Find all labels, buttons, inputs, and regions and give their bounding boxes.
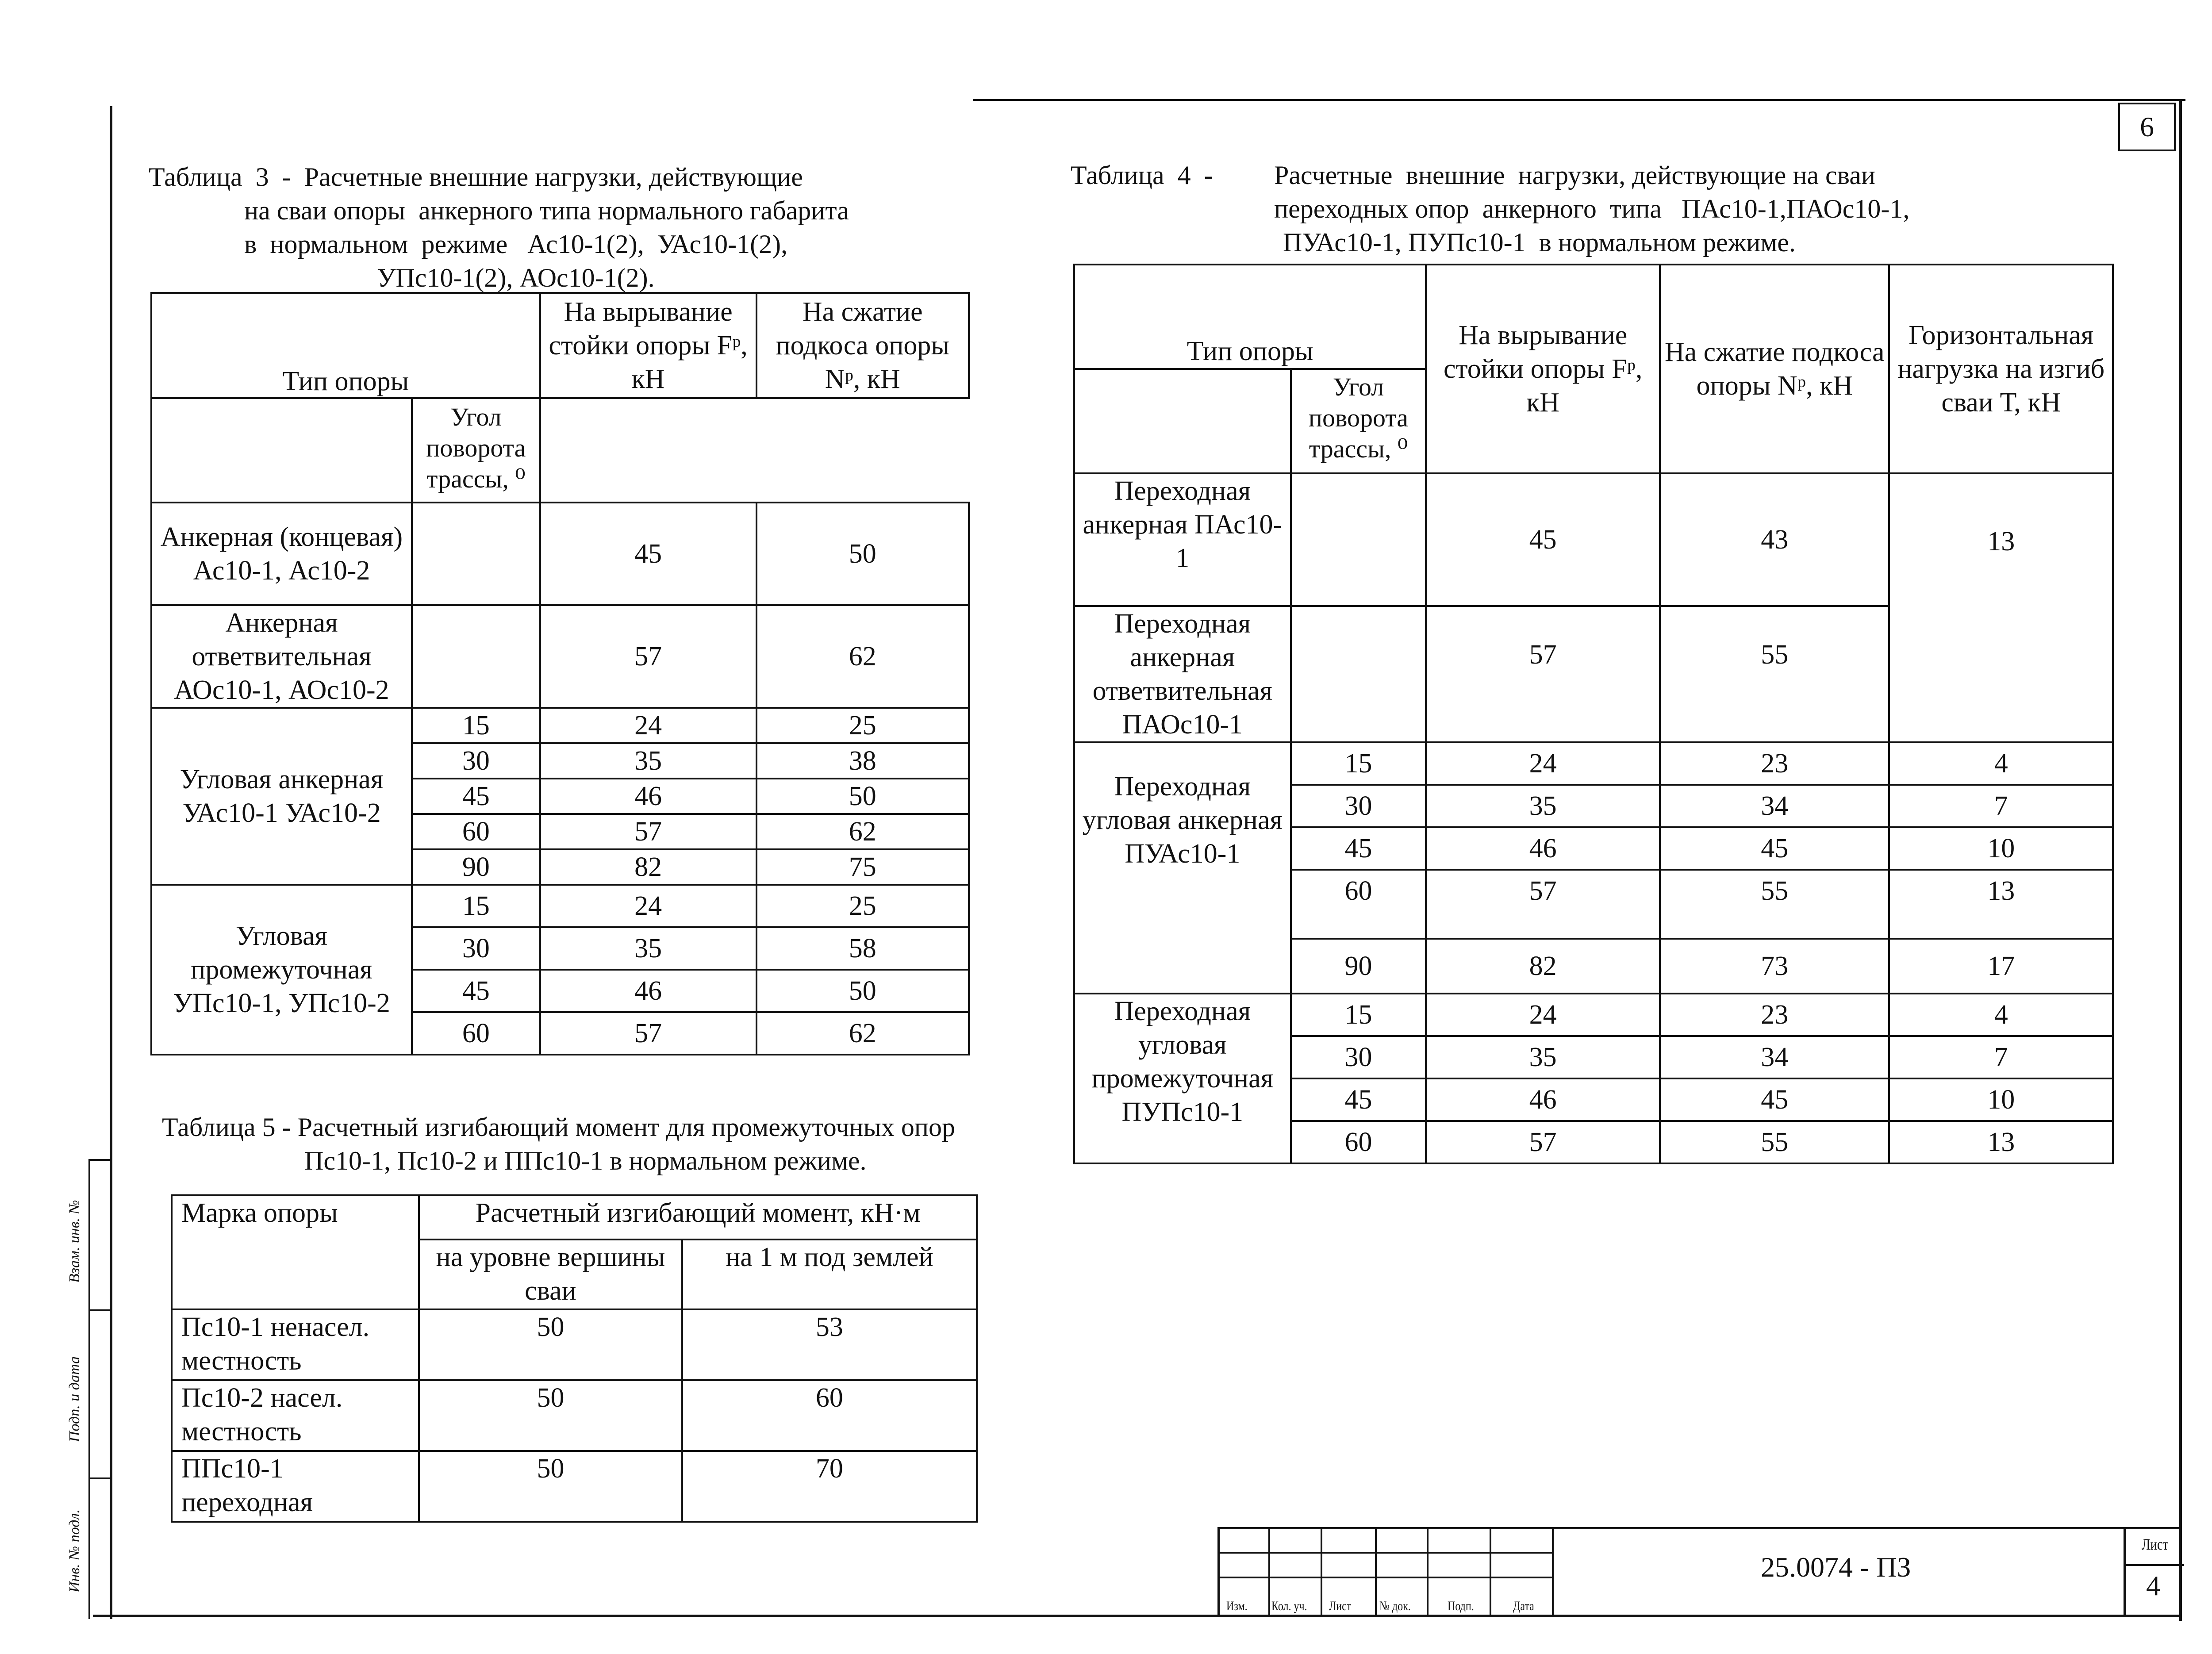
table4-cell: 24 — [1426, 742, 1660, 785]
table5-header-top: на уровне вершины сваи — [419, 1240, 682, 1309]
stamp-label-list: Лист — [1329, 1599, 1352, 1613]
frame-right-line — [2179, 99, 2182, 1621]
table4-cell: 35 — [1426, 1036, 1660, 1078]
stamp-doc-code: 25.0074 - ПЗ — [1761, 1551, 1911, 1583]
table4-group-3-name: Переходная угловая анкерная ПУАс10-1 — [1074, 742, 1291, 994]
table4-cell: 23 — [1660, 742, 1889, 785]
table3-cell: 50 — [757, 970, 969, 1012]
table3-cell: 57 — [540, 1012, 757, 1055]
table3-cell: 50 — [757, 779, 969, 814]
table4-cell: 60 — [1291, 870, 1426, 939]
table3-cell: 82 — [540, 849, 757, 885]
table4-header-horiz: Горизонтальная нагрузка на изгиб сваи Т, кН — [1889, 265, 2113, 473]
table3-cell: 25 — [757, 708, 969, 743]
table4-caption-line1: Расчетные внешние нагрузки, действующие на сваи — [1274, 161, 1875, 190]
table5-cell: 53 — [682, 1309, 977, 1380]
table4-cell: 15 — [1291, 742, 1426, 785]
table4-cell: 24 — [1426, 994, 1660, 1036]
table5 — [171, 1194, 978, 1523]
table3-cell: 62 — [757, 605, 969, 708]
table4-caption-line2: переходных опор анкерного типа ПАс10-1,ПАОс10-1, — [1274, 194, 1910, 223]
table4-cell: 35 — [1426, 785, 1660, 827]
table3-cell — [412, 503, 540, 605]
table3-cell: 46 — [540, 970, 757, 1012]
sidebar-tick-2 — [88, 1309, 110, 1311]
table3-cell: 45 — [412, 970, 540, 1012]
table3-cell: 62 — [757, 814, 969, 849]
table3-cell: 38 — [757, 743, 969, 779]
table4-cell: 57 — [1426, 1121, 1660, 1163]
table3 — [150, 292, 970, 1055]
sidebar-tick-1 — [88, 1159, 110, 1161]
table3-caption-line1: Таблица 3 - Расчетные внешние нагрузки, действующие — [149, 162, 803, 192]
table4-cell: 30 — [1291, 1036, 1426, 1078]
stamp-label-kol: Кол. уч. — [1271, 1599, 1307, 1613]
table3-group-2-name: Анкерная ответвительная АОс10-1, АОс10-2 — [151, 605, 412, 708]
table4-group-4-name: Переходная угловая промежуточная ПУПс10-1 — [1074, 994, 1291, 1163]
table3-group-1-name: Анкерная (концевая) Ас10-1, Ас10-2 — [151, 503, 412, 605]
table4-cell: 55 — [1660, 606, 1889, 742]
table3-cell: 62 — [757, 1012, 969, 1055]
table5-row-1-mark: Пс10-1 ненасел. местность — [172, 1309, 419, 1380]
table4-cell: 46 — [1426, 1078, 1660, 1121]
table4-cell: 57 — [1426, 606, 1660, 742]
table3-cell: 24 — [540, 708, 757, 743]
table3-header-angle: Угол поворота трассы, ⁰ — [412, 398, 540, 503]
table5-caption-line1: Таблица 5 - Расчетный изгибающий момент для промежуточных опор — [162, 1113, 955, 1142]
sidebar-inv-orig: Инв. № подл. — [66, 1509, 83, 1593]
table4-cell: 15 — [1291, 994, 1426, 1036]
table3-cell: 90 — [412, 849, 540, 885]
table3-cell: 57 — [540, 605, 757, 708]
table3-cell: 24 — [540, 885, 757, 927]
table3-header-press: На сжатие подкоса опоры Nᵖ, кН — [757, 293, 969, 398]
sidebar-tick-3 — [88, 1477, 110, 1479]
table5-header-mark: Марка опоры — [172, 1195, 419, 1309]
table3-cell: 57 — [540, 814, 757, 849]
table5-row-3-mark: ППс10-1 переходная — [172, 1451, 419, 1522]
table4-cell: 46 — [1426, 827, 1660, 870]
table3-cell: 75 — [757, 849, 969, 885]
table4-caption-label: Таблица 4 - — [1071, 161, 1213, 190]
table3-header-empty — [151, 398, 412, 503]
table3-caption-line2: на сваи опоры анкерного типа нормального габарита — [244, 196, 849, 225]
table4 — [1073, 264, 2114, 1164]
page-number-box — [2118, 103, 2176, 151]
table5-cell: 50 — [419, 1380, 682, 1451]
table4-header-angle: Угол поворота трассы, ⁰ — [1291, 369, 1426, 473]
table3-header-type — [151, 293, 540, 398]
table4-cell: 45 — [1660, 827, 1889, 870]
table5-caption-line2: Пс10-1, Пс10-2 и ППс10-1 в нормальном режиме. — [304, 1146, 867, 1175]
stamp-sheet-number: 4 — [2146, 1570, 2160, 1601]
frame-top-line — [973, 99, 2185, 101]
table4-cell: 90 — [1291, 939, 1426, 994]
table3-cell: 60 — [412, 1012, 540, 1055]
table4-cell: 55 — [1660, 870, 1889, 939]
table4-cell: 60 — [1291, 1121, 1426, 1163]
table4-cell: 13 — [1889, 870, 2113, 939]
table4-cell: 7 — [1889, 785, 2113, 827]
table5-cell: 60 — [682, 1380, 977, 1451]
table3-cell: 35 — [540, 927, 757, 970]
table5-cell: 50 — [419, 1451, 682, 1522]
frame-left-line — [110, 106, 112, 1619]
table4-header-press: На сжатие подкоса опоры Nᵖ, кН — [1660, 265, 1889, 473]
table4-cell: 34 — [1660, 1036, 1889, 1078]
sidebar-inv-replace: Взам. инв. № — [66, 1200, 83, 1283]
table3-cell: 45 — [412, 779, 540, 814]
table4-cell: 4 — [1889, 994, 2113, 1036]
table4-cell: 45 — [1291, 827, 1426, 870]
table5-header-moment: Расчетный изгибающий момент, кН·м — [419, 1195, 977, 1240]
table4-cell: 10 — [1889, 827, 2113, 870]
table3-cell: 30 — [412, 927, 540, 970]
table3-cell: 45 — [540, 503, 757, 605]
table4-cell: 13 — [1889, 1121, 2113, 1163]
stamp-label-sign: Подп. — [1448, 1599, 1474, 1613]
table3-caption-line4: УПс10-1(2), АОс10-1(2). — [377, 263, 655, 292]
table3-cell: 15 — [412, 885, 540, 927]
table4-cell: 73 — [1660, 939, 1889, 994]
table3-cell: 50 — [757, 503, 969, 605]
table4-cell: 43 — [1660, 473, 1889, 606]
table3-cell: 58 — [757, 927, 969, 970]
table3-group-3-name: Угловая анкерная УАс10-1 УАс10-2 — [151, 708, 412, 885]
stamp-label-izm: Изм. — [1226, 1599, 1248, 1613]
table3-cell — [412, 605, 540, 708]
table4-header-type-label: Тип опоры — [1187, 336, 1313, 366]
table4-cell: 23 — [1660, 994, 1889, 1036]
table4-cell: 57 — [1426, 870, 1660, 939]
table4-cell: 45 — [1426, 473, 1660, 606]
table3-cell: 30 — [412, 743, 540, 779]
table4-header-pull: На вырывание стойки опоры Fᵖ, кН — [1426, 265, 1660, 473]
table4-cell: 10 — [1889, 1078, 2113, 1121]
table4-cell — [1291, 473, 1426, 606]
stamp-sheet-box — [2124, 1527, 2182, 1616]
table4-cell: 82 — [1426, 939, 1660, 994]
table4-cell: 45 — [1660, 1078, 1889, 1121]
table4-cell — [1291, 606, 1426, 742]
table4-cell: 4 — [1889, 742, 2113, 785]
table3-cell: 46 — [540, 779, 757, 814]
table4-header-type — [1074, 265, 1426, 369]
stamp-sheet-divider — [2126, 1564, 2184, 1566]
table3-cell: 35 — [540, 743, 757, 779]
table3-cell: 25 — [757, 885, 969, 927]
table4-cell: 55 — [1660, 1121, 1889, 1163]
stamp-label-date: Дата — [1513, 1599, 1534, 1613]
table3-group-4-name: Угловая промежуточная УПс10-1, УПс10-2 — [151, 885, 412, 1055]
table4-caption-line3: ПУАс10-1, ПУПс10-1 в нормальном режиме. — [1283, 228, 1796, 257]
table5-cell: 50 — [419, 1309, 682, 1380]
table5-cell: 70 — [682, 1451, 977, 1522]
table3-cell: 60 — [412, 814, 540, 849]
sidebar-line — [88, 1159, 90, 1619]
table4-cell: 17 — [1889, 939, 2113, 994]
page-number-top: 6 — [2140, 111, 2154, 142]
table4-cell: 13 — [1889, 473, 2113, 742]
table4-cell: 7 — [1889, 1036, 2113, 1078]
table4-header-empty — [1074, 369, 1291, 473]
table5-header-below: на 1 м под землей — [682, 1240, 977, 1309]
table5-row-2-mark: Пс10-2 насел. местность — [172, 1380, 419, 1451]
table3-caption-line3: в нормальном режиме Ас10-1(2), УАс10-1(2), — [244, 230, 788, 259]
table4-cell: 45 — [1291, 1078, 1426, 1121]
stamp-sheet-label: Лист — [2142, 1535, 2169, 1553]
table4-cell: 34 — [1660, 785, 1889, 827]
table3-header-type-label: Тип опоры — [282, 366, 409, 396]
table3-header-pull: На вырывание стойки опоры Fᵖ, кН — [540, 293, 757, 398]
table4-cell: 30 — [1291, 785, 1426, 827]
table3-cell: 15 — [412, 708, 540, 743]
table4-group-2-name: Переходная анкерная ответвительная ПАОс10-1 — [1074, 606, 1291, 742]
stamp-label-doc: № док. — [1379, 1599, 1411, 1613]
sidebar-sign-date: Подп. и дата — [66, 1356, 83, 1442]
table4-group-1-name: Переходная анкерная ПАс10-1 — [1074, 473, 1291, 606]
